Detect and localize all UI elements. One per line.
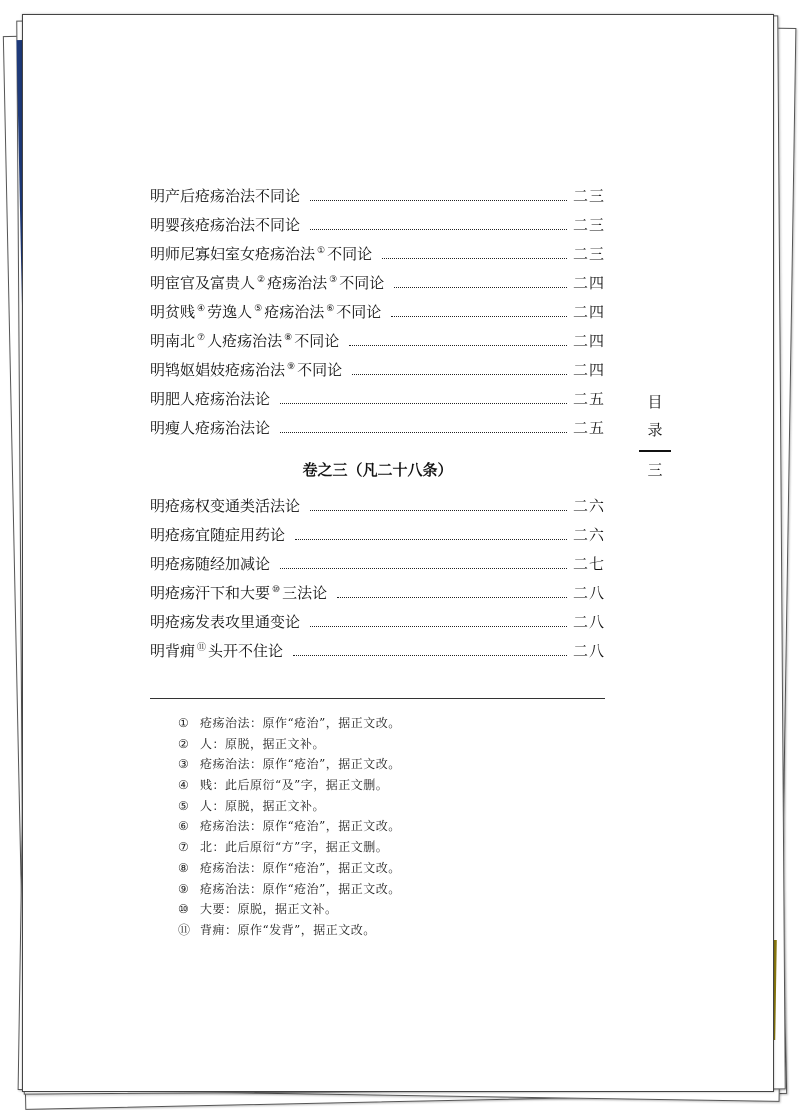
toc-group-1 <box>150 185 605 446</box>
footnote <box>178 713 598 734</box>
section-heading: 卷之三（凡二十八条） <box>302 461 453 479</box>
footnote-marker: ⑪ <box>197 643 207 653</box>
footnote-text: 贱：此后原衍“及”字，据正文删。 <box>200 778 389 793</box>
footnote-text: 北：此后原衍“方”字，据正文删。 <box>200 840 389 855</box>
toc-page-number: 二三 <box>572 216 605 234</box>
toc-entry-title <box>150 553 270 574</box>
footnote-marker: ② <box>257 275 266 285</box>
toc-entry <box>150 417 605 446</box>
dot-leader <box>337 596 567 598</box>
toc-entry-title <box>150 417 270 438</box>
footnote-marker: ⑨ <box>287 362 296 372</box>
toc-entry <box>150 611 605 640</box>
title-text: 明产后疮疡治法不同论 <box>150 187 301 205</box>
footnote-text: 疮疡治法：原作“疮治”，据正文改。 <box>200 757 401 772</box>
dot-leader <box>310 509 567 511</box>
title-text: 疮疡治法 <box>264 303 325 321</box>
title-text: 明背痈 <box>150 642 196 660</box>
footnote-text: 疮疡治法：原作“疮治”，据正文改。 <box>200 860 401 875</box>
footnote <box>178 858 598 879</box>
toc-entry <box>150 553 605 582</box>
footnote <box>178 837 598 858</box>
footnote-text: 疮疡治法：原作“疮治”，据正文改。 <box>200 881 401 896</box>
title-text: 劳逸人 <box>207 303 253 321</box>
toc-entry <box>150 185 605 214</box>
footnote-text: 人：原脱，据正文补。 <box>200 798 326 813</box>
toc-entry-title <box>150 185 300 206</box>
footnote-marker: ⑤ <box>254 304 263 314</box>
toc-entry <box>150 495 605 524</box>
toc-entry-title <box>150 301 381 322</box>
toc-page-number: 二四 <box>572 361 605 379</box>
footnote-number: ⑪ <box>178 922 191 937</box>
footnote-number: ⑦ <box>178 840 190 855</box>
title-text: 明疮疡发表攻里通变论 <box>150 613 301 631</box>
toc-entry-title <box>150 243 372 264</box>
footnote-number: ⑤ <box>178 798 190 813</box>
footnote-text: 人：原脱，据正文补。 <box>200 736 326 751</box>
toc-page-number: 二六 <box>572 497 605 515</box>
header-divider <box>639 450 671 452</box>
footnote-marker: ⑥ <box>326 304 335 314</box>
title-text: 明贫贱 <box>150 303 196 321</box>
toc-entry-title <box>150 640 283 661</box>
footnote-marker: ① <box>317 246 326 256</box>
toc-entry <box>150 243 605 272</box>
title-text: 疮疡治法 <box>267 274 328 292</box>
footnote-marker: ⑧ <box>284 333 293 343</box>
running-header <box>630 388 680 484</box>
footnote <box>178 920 598 941</box>
title-text: 明疮疡权变通类活法论 <box>150 497 301 515</box>
dot-leader <box>295 538 567 540</box>
dot-leader <box>293 654 567 656</box>
toc-page-number: 二七 <box>572 555 605 573</box>
toc-page-number: 二四 <box>572 303 605 321</box>
toc-page-number: 二六 <box>572 526 605 544</box>
toc-entry-title <box>150 330 339 351</box>
toc-entry-title <box>150 359 342 380</box>
title-text: 不同论 <box>294 332 340 350</box>
toc-page-number: 二三 <box>572 245 605 263</box>
title-text: 明师尼寡妇室女疮疡治法 <box>150 245 316 263</box>
dot-leader <box>310 199 567 201</box>
title-text: 不同论 <box>336 303 382 321</box>
toc-page-number: 二五 <box>572 390 605 408</box>
footnote <box>178 754 598 775</box>
dot-leader <box>394 286 567 288</box>
footnote <box>178 899 598 920</box>
toc-entry <box>150 640 605 669</box>
toc-entry <box>150 214 605 243</box>
title-text: 明肥人疮疡治法论 <box>150 390 271 408</box>
toc-entry-title <box>150 611 300 632</box>
footnote-number: ② <box>178 736 190 751</box>
footnote-text: 大要：原脱，据正文补。 <box>200 902 338 917</box>
dot-leader <box>280 431 567 433</box>
dot-leader <box>349 344 567 346</box>
toc-entry <box>150 524 605 553</box>
toc-entry-title <box>150 524 285 545</box>
toc-page-number: 二五 <box>572 419 605 437</box>
table-of-contents <box>150 185 605 669</box>
title-text: 头开不住论 <box>208 642 284 660</box>
footnote <box>178 879 598 900</box>
toc-entry <box>150 582 605 611</box>
title-text: 明瘦人疮疡治法论 <box>150 419 271 437</box>
toc-page-number: 二八 <box>572 584 605 602</box>
footnote-number: ① <box>178 716 190 730</box>
dot-leader <box>382 257 567 259</box>
title-text: 明疮疡随经加减论 <box>150 555 271 573</box>
toc-group-2 <box>150 495 605 669</box>
page-number: 三 <box>647 461 663 479</box>
dot-leader <box>391 315 567 317</box>
dot-leader <box>280 567 567 569</box>
dot-leader <box>352 373 567 375</box>
footnote-text: 背痈：原作“发背”，据正文改。 <box>200 922 376 937</box>
title-text: 明疮疡汗下和大要 <box>150 584 271 602</box>
toc-entry-title <box>150 214 300 235</box>
title-text: 不同论 <box>297 361 343 379</box>
footnote-divider <box>150 698 605 699</box>
title-text: 明南北 <box>150 332 196 350</box>
toc-page-number: 二四 <box>572 274 605 292</box>
footnote-marker: ⑦ <box>197 333 206 343</box>
footnote <box>178 775 598 796</box>
toc-page-number: 二八 <box>572 613 605 631</box>
footnote-marker: ④ <box>197 304 206 314</box>
toc-entry-title <box>150 272 384 293</box>
title-text: 明疮疡宜随症用药论 <box>150 526 286 544</box>
footnote-marker: ③ <box>329 275 338 285</box>
footnote-text: 疮疡治法：原作“疮治”，据正文改。 <box>200 716 401 730</box>
footnotes <box>178 713 598 941</box>
header-char-lu: 录 <box>647 421 663 439</box>
footnote-number: ⑩ <box>178 902 190 917</box>
title-text: 不同论 <box>339 274 385 292</box>
dot-leader <box>310 228 567 230</box>
footnote <box>178 734 598 755</box>
dot-leader <box>310 625 567 627</box>
toc-page-number: 二三 <box>572 187 605 205</box>
title-text: 明宦官及富贵人 <box>150 274 256 292</box>
title-text: 三法论 <box>282 584 328 602</box>
title-text: 明鸨妪娼妓疮疡治法 <box>150 361 286 379</box>
footnote-text: 疮疡治法：原作“疮治”，据正文改。 <box>200 819 401 834</box>
footnote-number: ⑧ <box>178 860 190 875</box>
title-text: 明婴孩疮疡治法不同论 <box>150 216 301 234</box>
title-text: 人疮疡治法 <box>207 332 283 350</box>
footnote-number: ⑥ <box>178 819 190 834</box>
footnote-number: ③ <box>178 757 190 772</box>
footnote-marker: ⑩ <box>272 585 281 595</box>
footnote <box>178 796 598 817</box>
toc-entry <box>150 272 605 301</box>
toc-entry <box>150 330 605 359</box>
toc-entry <box>150 301 605 330</box>
toc-entry-title <box>150 582 327 603</box>
toc-entry <box>150 388 605 417</box>
toc-page-number: 二八 <box>572 642 605 660</box>
toc-entry-title <box>150 388 270 409</box>
footnote <box>178 816 598 837</box>
dot-leader <box>280 402 567 404</box>
toc-entry-title <box>150 495 300 516</box>
toc-page-number: 二四 <box>572 332 605 350</box>
header-char-mu: 目 <box>647 393 663 411</box>
toc-entry <box>150 359 605 388</box>
footnote-number: ⑨ <box>178 881 190 896</box>
title-text: 不同论 <box>327 245 373 263</box>
footnote-number: ④ <box>178 778 190 793</box>
